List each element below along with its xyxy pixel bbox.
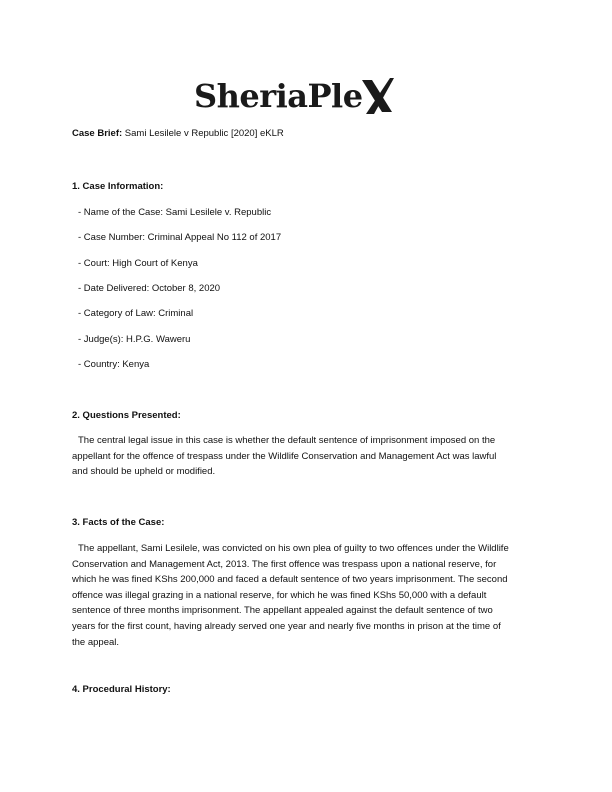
paragraph-line: years for the first count, having already served one year and nearly five months in prison at the time of [72, 620, 501, 632]
section-heading-facts: 3. Facts of the Case: [72, 517, 165, 528]
paragraph-line: and should be upheld or modified. [72, 466, 216, 478]
case-info-item: - Judge(s): H.P.G. Waweru [78, 334, 191, 345]
logo-text: SheriaPle [194, 77, 363, 115]
paragraph-line: The appellant, Sami Lesilele, was convicted on his own plea of guilty to two offences under the Wildlife [78, 543, 509, 554]
paragraph-line: Conservation and Management Act, 2013. The first offence was trespass upon a national reserve, for [72, 558, 497, 570]
paragraph-line: The central legal issue in this case is whether the default sentence of imprisonment imposed on the [78, 435, 496, 446]
facts-paragraph [72, 541, 542, 650]
case-info-item: - Country: Kenya [78, 359, 150, 370]
case-brief-title [72, 128, 284, 139]
sheriaplex-logo [194, 74, 424, 118]
paragraph-line: offence was illegal grazing in a national reserve, for which he was fined KShs 50,000 with a default [72, 589, 487, 601]
section-heading-procedural-history: 4. Procedural History: [72, 684, 171, 695]
case-brief-value: Sami Lesilele v Republic [2020] eKLR [122, 128, 284, 139]
section-heading-questions-presented: 2. Questions Presented: [72, 410, 181, 421]
paragraph-line: the appeal. [72, 636, 120, 648]
questions-paragraph [72, 433, 542, 480]
section-heading-case-information: 1. Case Information: [72, 181, 164, 192]
case-info-item: - Case Number: Criminal Appeal No 112 of 2017 [78, 232, 282, 243]
case-info-item: - Court: High Court of Kenya [78, 258, 198, 269]
paragraph-line: sentence of three months imprisonment. The appellant appealed against the default sentence of two [72, 605, 493, 617]
case-info-item: - Category of Law: Criminal [78, 308, 194, 319]
x-logo-mark-icon [360, 76, 394, 116]
case-info-item: - Date Delivered: October 8, 2020 [78, 283, 221, 294]
paragraph-line: which he was fined KShs 200,000 and faced a default sentence of two years imprisonment. The second [72, 574, 508, 586]
case-brief-label: Case Brief: [72, 128, 123, 139]
case-info-item: - Name of the Case: Sami Lesilele v. Republic [78, 207, 272, 218]
paragraph-line: appellant for the offence of trespass under the Wildlife Conservation and Management Act was lawful [72, 450, 497, 462]
